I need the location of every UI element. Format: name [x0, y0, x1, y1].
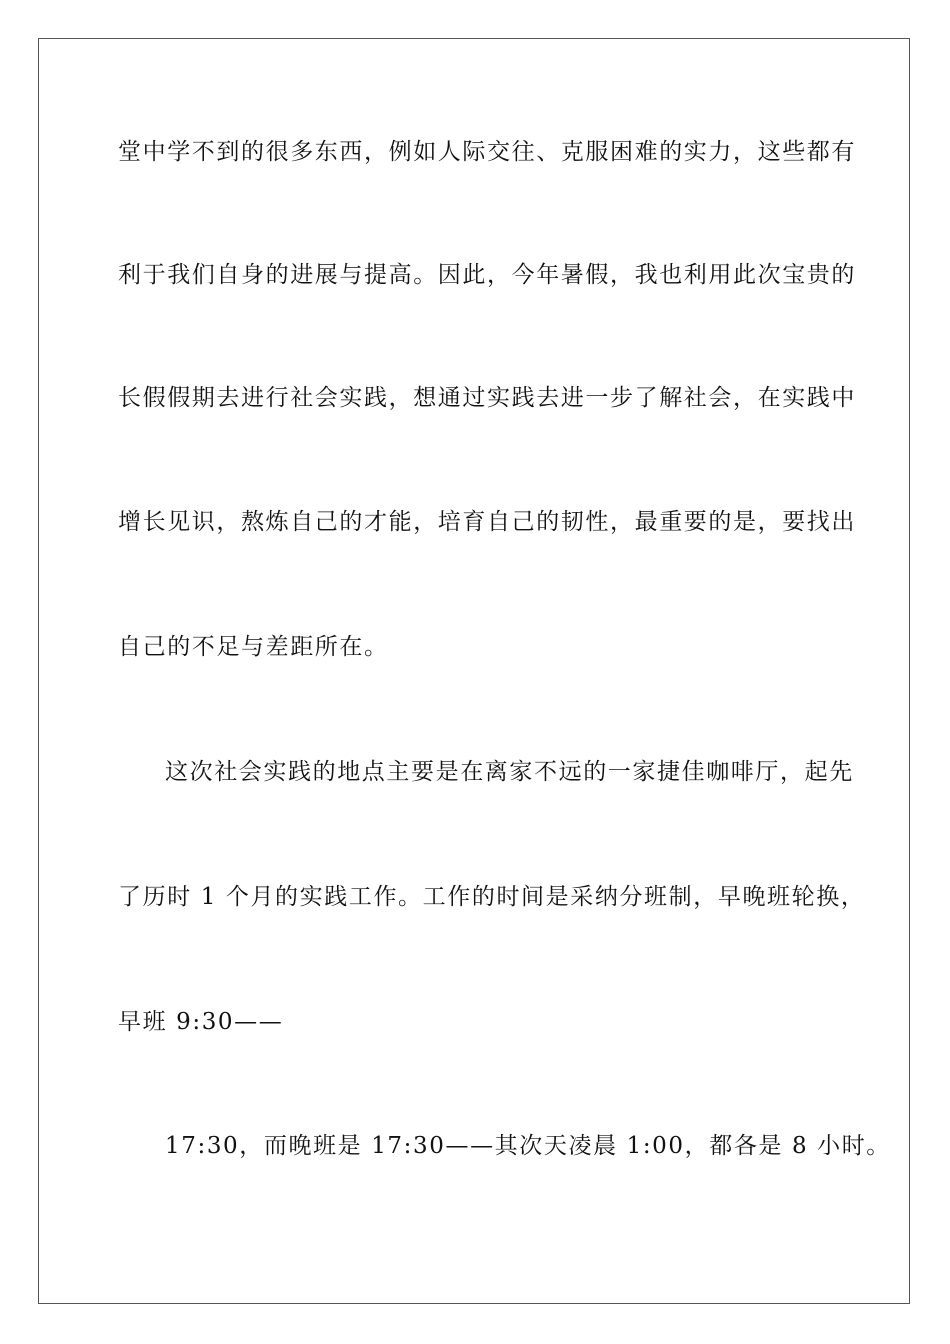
page-border: [38, 38, 910, 1304]
text-line-7: 了历时 1 个月的实践工作。工作的时间是采纳分班制，早晚班轮换，: [118, 884, 866, 910]
text-line-9: 17:30，而晚班是 17:30——其次天凌晨 1:00，都各是 8 小时。: [165, 1133, 891, 1159]
text-line-3: 长假假期去进行社会实践，想通过实践去进一步了解社会，在实践中: [118, 385, 856, 411]
text-line-1: 堂中学不到的很多东西，例如人际交往、克服困难的实力，这些都有: [118, 139, 856, 165]
text-line-4: 增长见识，熬炼自己的才能，培育自己的韧性，最重要的是，要找出: [118, 509, 856, 535]
text-line-5: 自己的不足与差距所在。: [118, 634, 389, 660]
text-line-2: 利于我们自身的进展与提高。因此，今年暑假，我也利用此次宝贵的: [118, 262, 856, 288]
text-line-8: 早班 9:30——: [118, 1009, 284, 1035]
text-line-6: 这次社会实践的地点主要是在离家不远的一家捷佳咖啡厅，起先: [165, 759, 854, 785]
